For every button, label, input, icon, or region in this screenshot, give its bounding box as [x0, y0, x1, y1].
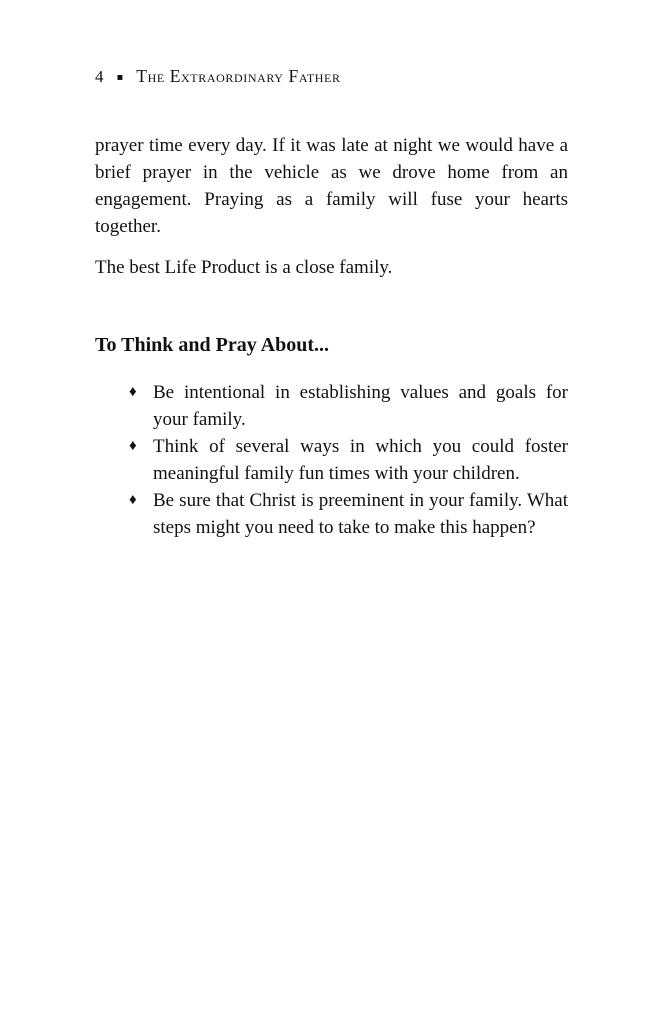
page-number: 4	[95, 67, 104, 86]
bullet-list	[95, 379, 568, 541]
square-separator-icon: ▪	[116, 72, 124, 83]
section-heading: To Think and Pray About...	[95, 334, 329, 356]
book-title: The Extraordinary Father	[136, 66, 341, 86]
diamond-bullet-icon: ♦	[129, 492, 137, 508]
page-content	[95, 66, 568, 541]
running-header	[95, 66, 568, 90]
list-item-text: Be sure that Christ is preeminent in your family. What steps might you need to take to make this happen?	[153, 490, 568, 538]
diamond-bullet-icon: ♦	[129, 384, 137, 400]
body-paragraph: The best Life Product is a close family.	[95, 257, 393, 278]
list-item	[95, 379, 568, 433]
list-item	[95, 487, 568, 541]
body-paragraph: prayer time every day. If it was late at night we would have a brief prayer in the vehicle as we drove home from an engagement. Praying as a family will fuse your hearts together.	[95, 135, 568, 237]
list-item	[95, 433, 568, 487]
diamond-bullet-icon: ♦	[129, 438, 137, 454]
list-item-text: Think of several ways in which you could foster meaningful family fun times with your children.	[153, 436, 568, 484]
list-item-text: Be intentional in establishing values and goals for your family.	[153, 382, 568, 430]
